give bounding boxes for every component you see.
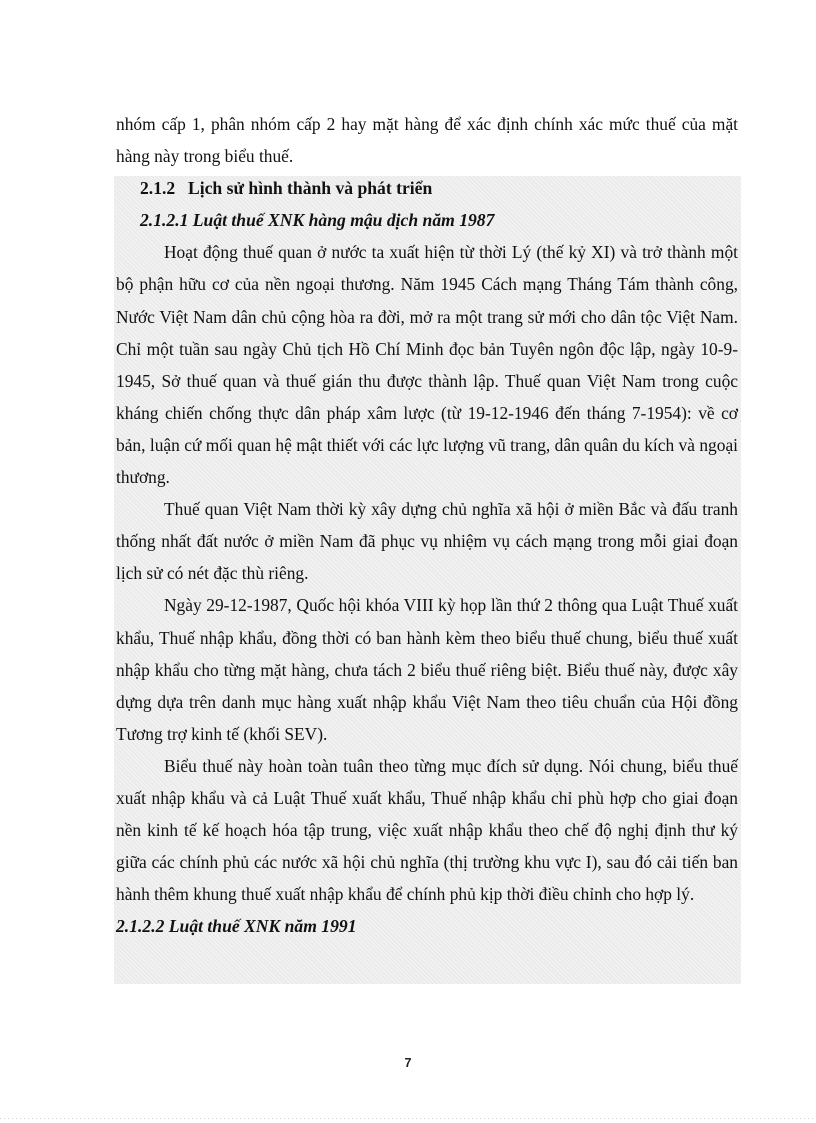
- continuation-paragraph: nhóm cấp 1, phân nhóm cấp 2 hay mặt hàng để xác định chính xác mức thuế của mặt hàng này trong biểu thuế.: [116, 114, 738, 167]
- subsection-heading-1987: 2.1.2.1 Luật thuế XNK hàng mậu dịch năm 1987: [140, 210, 495, 231]
- section-number: 2.1.2: [140, 178, 176, 199]
- paragraph-1987-law: Ngày 29-12-1987, Quốc hội khóa VIII kỳ họp lần thứ 2 thông qua Luật Thuế xuất khẩu, Thuế nhập khẩu, đồng thời có ban hành kèm theo biểu thuế chung, biểu thuế xuất nhập khẩu cho từng mặt hàng, chưa tách 2 biểu thuế riêng biệt. Biểu thuế này, được xây dựng dựa trên danh mục hàng xuất nhập khẩu Việt Nam theo tiêu chuẩn của Hội đồng Tương trợ kinh tế (khối SEV).: [116, 595, 738, 744]
- section-heading: [116, 172, 738, 204]
- paragraph-tariff-schedule: Biểu thuế này hoàn toàn tuân theo từng mục đích sử dụng. Nói chung, biểu thuế xuất nhập khẩu và cả Luật Thuế xuất khẩu, Thuế nhập khẩu chỉ phù hợp cho giai đoạn nền kinh tế kế hoạch hóa tập trung, việc xuất nhập khẩu theo chế độ nghị định thư ký giữa các chính phủ các nước xã hội chủ nghĩa (thị trường khu vực I), sau đó cải tiến ban hành thêm khung thuế xuất nhập khẩu để chính phủ kịp thời điều chỉnh cho hợp lý.: [116, 755, 738, 905]
- page-bottom-border: [0, 1118, 816, 1119]
- page-body: [116, 108, 738, 942]
- section-title: Lịch sử hình thành và phát triển: [188, 178, 433, 199]
- subsection-heading-1991: 2.1.2.2 Luật thuế XNK năm 1991: [116, 916, 357, 937]
- paragraph-socialist-period: Thuế quan Việt Nam thời kỳ xây dựng chủ nghĩa xã hội ở miền Bắc và đấu tranh thống nhất đất nước ở miền Nam đã phục vụ nhiệm vụ cách mạng trong mỗi giai đoạn lịch sử có nét đặc thù riêng.: [116, 499, 738, 584]
- page-number: 7: [404, 1056, 412, 1070]
- paragraph-history: Hoạt động thuế quan ở nước ta xuất hiện từ thời Lý (thế kỷ XI) và trở thành một bộ phận hữu cơ của nền ngoại thương. Năm 1945 Cách mạng Tháng Tám thành công, Nước Việt Nam dân chủ cộng hòa ra đời, mở ra một trang sử mới cho dân tộc Việt Nam. Chỉ một tuần sau ngày Chủ tịch Hồ Chí Minh đọc bản Tuyên ngôn độc lập, ngày 10-9-1945, Sở thuế quan và thuế gián thu được thành lập. Thuế quan Việt Nam trong cuộc kháng chiến chống thực dân pháp xâm lược (từ 19-12-1946 đến tháng 7-1954): về cơ bản, luận cứ mối quan hệ mật thiết với các lực lượng vũ trang, dân quân du kích và ngoại thương.: [116, 242, 738, 488]
